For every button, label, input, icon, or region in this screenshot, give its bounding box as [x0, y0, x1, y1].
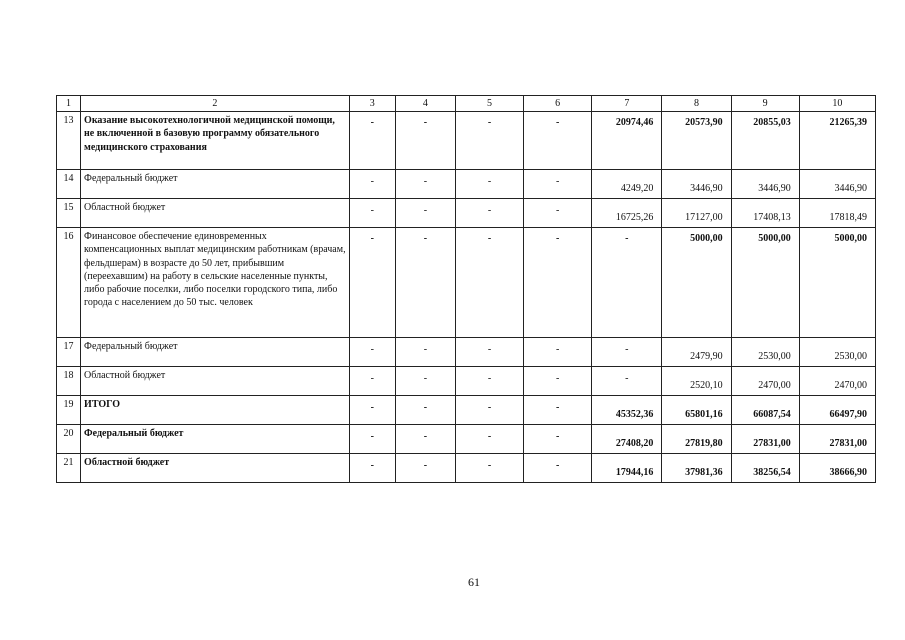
cell-col-4: - — [395, 112, 455, 170]
cell-col-7: 20974,46 — [592, 112, 662, 170]
cell-col-8: 37981,36 — [662, 454, 731, 483]
cell-col-3: - — [349, 454, 395, 483]
row-number: 15 — [57, 199, 81, 228]
cell-col-10: 66497,90 — [799, 396, 875, 425]
row-number: 21 — [57, 454, 81, 483]
cell-col-6: - — [524, 396, 592, 425]
cell-col-9: 2530,00 — [731, 338, 799, 367]
cell-col-3: - — [349, 338, 395, 367]
cell-col-7: - — [592, 228, 662, 338]
cell-col-6: - — [524, 338, 592, 367]
cell-col-8: 5000,00 — [662, 228, 731, 338]
cell-col-10: 2530,00 — [799, 338, 875, 367]
header-cell-7: 7 — [592, 96, 662, 112]
row-description: Финансовое обеспечение единовременных компенсационных выплат медицинским работникам (врачам, фельдшерам) в возрасте до 50 лет, прибывшим (переехавшим) на работу в сельские населенные пункты, либо рабочие поселки, либо поселки городского типа, либо города с населением до 50 тыс. человек — [81, 228, 350, 338]
cell-col-9: 66087,54 — [731, 396, 799, 425]
cell-col-8: 20573,90 — [662, 112, 731, 170]
cell-col-9: 3446,90 — [731, 170, 799, 199]
cell-col-5: - — [455, 367, 523, 396]
cell-col-6: - — [524, 454, 592, 483]
cell-col-4: - — [395, 367, 455, 396]
cell-col-4: - — [395, 170, 455, 199]
cell-col-6: - — [524, 425, 592, 454]
row-number: 20 — [57, 425, 81, 454]
row-description: Федеральный бюджет — [81, 338, 350, 367]
header-cell-5: 5 — [455, 96, 523, 112]
cell-col-3: - — [349, 396, 395, 425]
row-number: 14 — [57, 170, 81, 199]
table-row — [57, 425, 876, 454]
header-cell-3: 3 — [349, 96, 395, 112]
table-row — [57, 199, 876, 228]
header-cell-4: 4 — [395, 96, 455, 112]
cell-col-10: 3446,90 — [799, 170, 875, 199]
cell-col-5: - — [455, 425, 523, 454]
row-number: 18 — [57, 367, 81, 396]
row-description: Областной бюджет — [81, 367, 350, 396]
row-description: Федеральный бюджет — [81, 170, 350, 199]
cell-col-8: 3446,90 — [662, 170, 731, 199]
cell-col-7: 45352,36 — [592, 396, 662, 425]
row-number: 13 — [57, 112, 81, 170]
cell-col-4: - — [395, 338, 455, 367]
cell-col-8: 2479,90 — [662, 338, 731, 367]
cell-col-3: - — [349, 367, 395, 396]
cell-col-6: - — [524, 170, 592, 199]
table-row — [57, 228, 876, 338]
cell-col-7: 4249,20 — [592, 170, 662, 199]
table-row — [57, 338, 876, 367]
cell-col-9: 27831,00 — [731, 425, 799, 454]
cell-col-5: - — [455, 228, 523, 338]
cell-col-10: 21265,39 — [799, 112, 875, 170]
budget-table — [56, 95, 876, 483]
table-header — [57, 96, 876, 112]
row-description: Областной бюджет — [81, 199, 350, 228]
row-description: Оказание высокотехнологичной медицинской помощи, не включенной в базовую программу обязательного медицинского страхования — [81, 112, 350, 170]
cell-col-9: 17408,13 — [731, 199, 799, 228]
header-cell-1: 1 — [57, 96, 81, 112]
row-number: 16 — [57, 228, 81, 338]
cell-col-8: 65801,16 — [662, 396, 731, 425]
cell-col-5: - — [455, 199, 523, 228]
cell-col-4: - — [395, 228, 455, 338]
cell-col-4: - — [395, 396, 455, 425]
cell-col-10: 38666,90 — [799, 454, 875, 483]
cell-col-7: - — [592, 367, 662, 396]
cell-col-10: 17818,49 — [799, 199, 875, 228]
cell-col-10: 5000,00 — [799, 228, 875, 338]
cell-col-9: 38256,54 — [731, 454, 799, 483]
cell-col-5: - — [455, 170, 523, 199]
table-row — [57, 396, 876, 425]
cell-col-3: - — [349, 228, 395, 338]
cell-col-7: 16725,26 — [592, 199, 662, 228]
cell-col-6: - — [524, 199, 592, 228]
header-cell-6: 6 — [524, 96, 592, 112]
cell-col-5: - — [455, 396, 523, 425]
header-cell-9: 9 — [731, 96, 799, 112]
cell-col-8: 2520,10 — [662, 367, 731, 396]
row-description: Областной бюджет — [81, 454, 350, 483]
cell-col-6: - — [524, 112, 592, 170]
table-row — [57, 112, 876, 170]
row-description: ИТОГО — [81, 396, 350, 425]
cell-col-3: - — [349, 112, 395, 170]
row-number: 19 — [57, 396, 81, 425]
cell-col-7: 17944,16 — [592, 454, 662, 483]
cell-col-4: - — [395, 454, 455, 483]
table-row — [57, 454, 876, 483]
cell-col-3: - — [349, 170, 395, 199]
cell-col-5: - — [455, 112, 523, 170]
cell-col-3: - — [349, 425, 395, 454]
cell-col-8: 27819,80 — [662, 425, 731, 454]
header-cell-8: 8 — [662, 96, 731, 112]
cell-col-4: - — [395, 199, 455, 228]
cell-col-8: 17127,00 — [662, 199, 731, 228]
cell-col-9: 5000,00 — [731, 228, 799, 338]
cell-col-3: - — [349, 199, 395, 228]
header-cell-10: 10 — [799, 96, 875, 112]
cell-col-5: - — [455, 338, 523, 367]
cell-col-7: - — [592, 338, 662, 367]
cell-col-10: 27831,00 — [799, 425, 875, 454]
cell-col-9: 2470,00 — [731, 367, 799, 396]
table-row — [57, 367, 876, 396]
cell-col-6: - — [524, 367, 592, 396]
cell-col-9: 20855,03 — [731, 112, 799, 170]
cell-col-5: - — [455, 454, 523, 483]
table-row — [57, 170, 876, 199]
cell-col-4: - — [395, 425, 455, 454]
cell-col-10: 2470,00 — [799, 367, 875, 396]
page-number: 61 — [468, 575, 480, 589]
cell-col-7: 27408,20 — [592, 425, 662, 454]
header-cell-2: 2 — [81, 96, 350, 112]
row-number: 17 — [57, 338, 81, 367]
row-description: Федеральный бюджет — [81, 425, 350, 454]
cell-col-6: - — [524, 228, 592, 338]
